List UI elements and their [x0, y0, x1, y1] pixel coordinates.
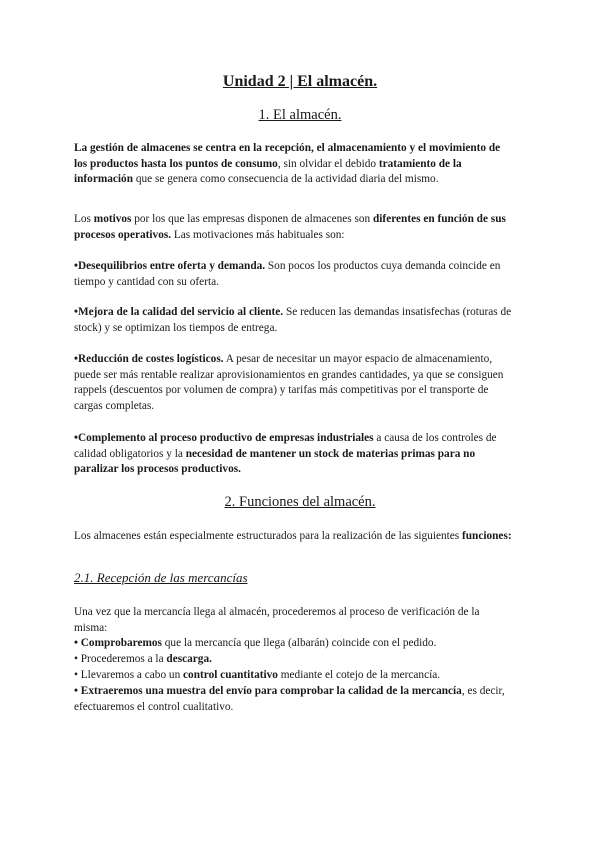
- intro-bold-2: tratamiento de la información: [74, 157, 462, 186]
- item-calidad-servicio: [74, 305, 514, 336]
- recepcion-item-2-text: • Procederemos a la: [74, 653, 167, 665]
- item-desequilibrios: [74, 259, 514, 290]
- intro-paragraph: [74, 141, 514, 188]
- subsection-2-1-title: 2.1. Recepción de las mercancías: [74, 570, 248, 585]
- item-2-bold: •Mejora de la calidad del servicio al cliente.: [74, 306, 284, 318]
- intro-text-1: , sin olvidar el debido: [277, 157, 379, 170]
- recepcion-item-3-bold: control cuantitativo: [183, 669, 278, 681]
- recepcion-item-4-bold: • Extraeremos una muestra del envío para comprobar la calidad de la mercancía: [74, 685, 462, 697]
- recepcion-item-1: [74, 636, 514, 652]
- item-complemento-productivo: [74, 431, 514, 478]
- unit-title: Unidad 2 | El almacén.: [222, 73, 378, 90]
- funciones-bold: funciones:: [462, 530, 512, 542]
- motivos-text-2: por los que las empresas disponen de almacenes son: [131, 213, 374, 225]
- motivos-text-1: Los: [74, 213, 94, 225]
- item-2-text: Se reducen las demandas insatisfechas (roturas de stock) y se optimizan los tiempos de entrega.: [74, 306, 512, 334]
- recepcion-intro: Una vez que la mercancía llega al almacén, procederemos al proceso de verificación de la misma:: [74, 606, 480, 634]
- recepcion-item-3-text-1: • Llevaremos a cabo un: [74, 669, 184, 681]
- motivos-text-3: Las motivaciones más habituales son:: [171, 228, 345, 241]
- item-3-bold: •Reducción de costes logísticos.: [74, 353, 224, 365]
- recepcion-item-3: [74, 668, 514, 684]
- recepcion-item-3-text-2: mediante el cotejo de la mercancía.: [277, 669, 441, 681]
- item-3-text: A pesar de necesitar un mayor espacio de almacenamiento, puede ser más rentable realizar aprovisionamientos en grandes cantidades, ya que se consiguen rappels (descuentos por volumen de compra) y tarifas más competitivas por el transporte de cargas completas.: [74, 353, 504, 412]
- item-reduccion-costes: [74, 352, 514, 414]
- motivos-paragraph: [74, 212, 514, 243]
- recepcion-item-4: [74, 684, 514, 715]
- recepcion-item-1-bold: • Comprobaremos: [74, 637, 162, 649]
- funciones-text: Los almacenes están especialmente estructurados para la realización de las siguientes: [74, 530, 463, 542]
- intro-bold-1: La gestión de almacenes se centra en la recepción, el almacenamiento y el movimiento de los productos hasta los puntos de consumo: [74, 142, 501, 170]
- recepcion-item-2-bold: descarga.: [166, 653, 212, 665]
- funciones-paragraph: [74, 529, 514, 545]
- item-4-text: a causa de los controles de calidad obligatorios y la: [74, 432, 497, 460]
- recepcion-item-2: [74, 652, 514, 668]
- item-1-text: Son pocos los productos cuya demanda coincide en tiempo y cantidad con su oferta.: [74, 260, 501, 288]
- motivos-bold-1: motivos: [93, 213, 132, 225]
- intro-text-2: que se genera como consecuencia de la actividad diaria del mismo.: [133, 173, 439, 186]
- item-4-bold-1: •Complemento al proceso productivo de empresas industriales: [74, 432, 374, 444]
- item-4-bold-2: necesidad de mantener un stock de materias primas para no paralizar los procesos productivos.: [74, 447, 476, 476]
- motivos-bold-2: diferentes en función de sus procesos operativos.: [74, 213, 506, 241]
- section-2-title: 2. Funciones del almacén.: [224, 494, 376, 510]
- recepcion-item-4-text: , es decir, efectuaremos el control cualitativo.: [74, 685, 505, 713]
- item-1-bold: •Desequilibrios entre oferta y demanda.: [74, 260, 266, 272]
- section-1-title: 1. El almacén.: [258, 107, 342, 123]
- recepcion-item-1-text: que la mercancía que llega (albarán) coincide con el pedido.: [161, 637, 437, 649]
